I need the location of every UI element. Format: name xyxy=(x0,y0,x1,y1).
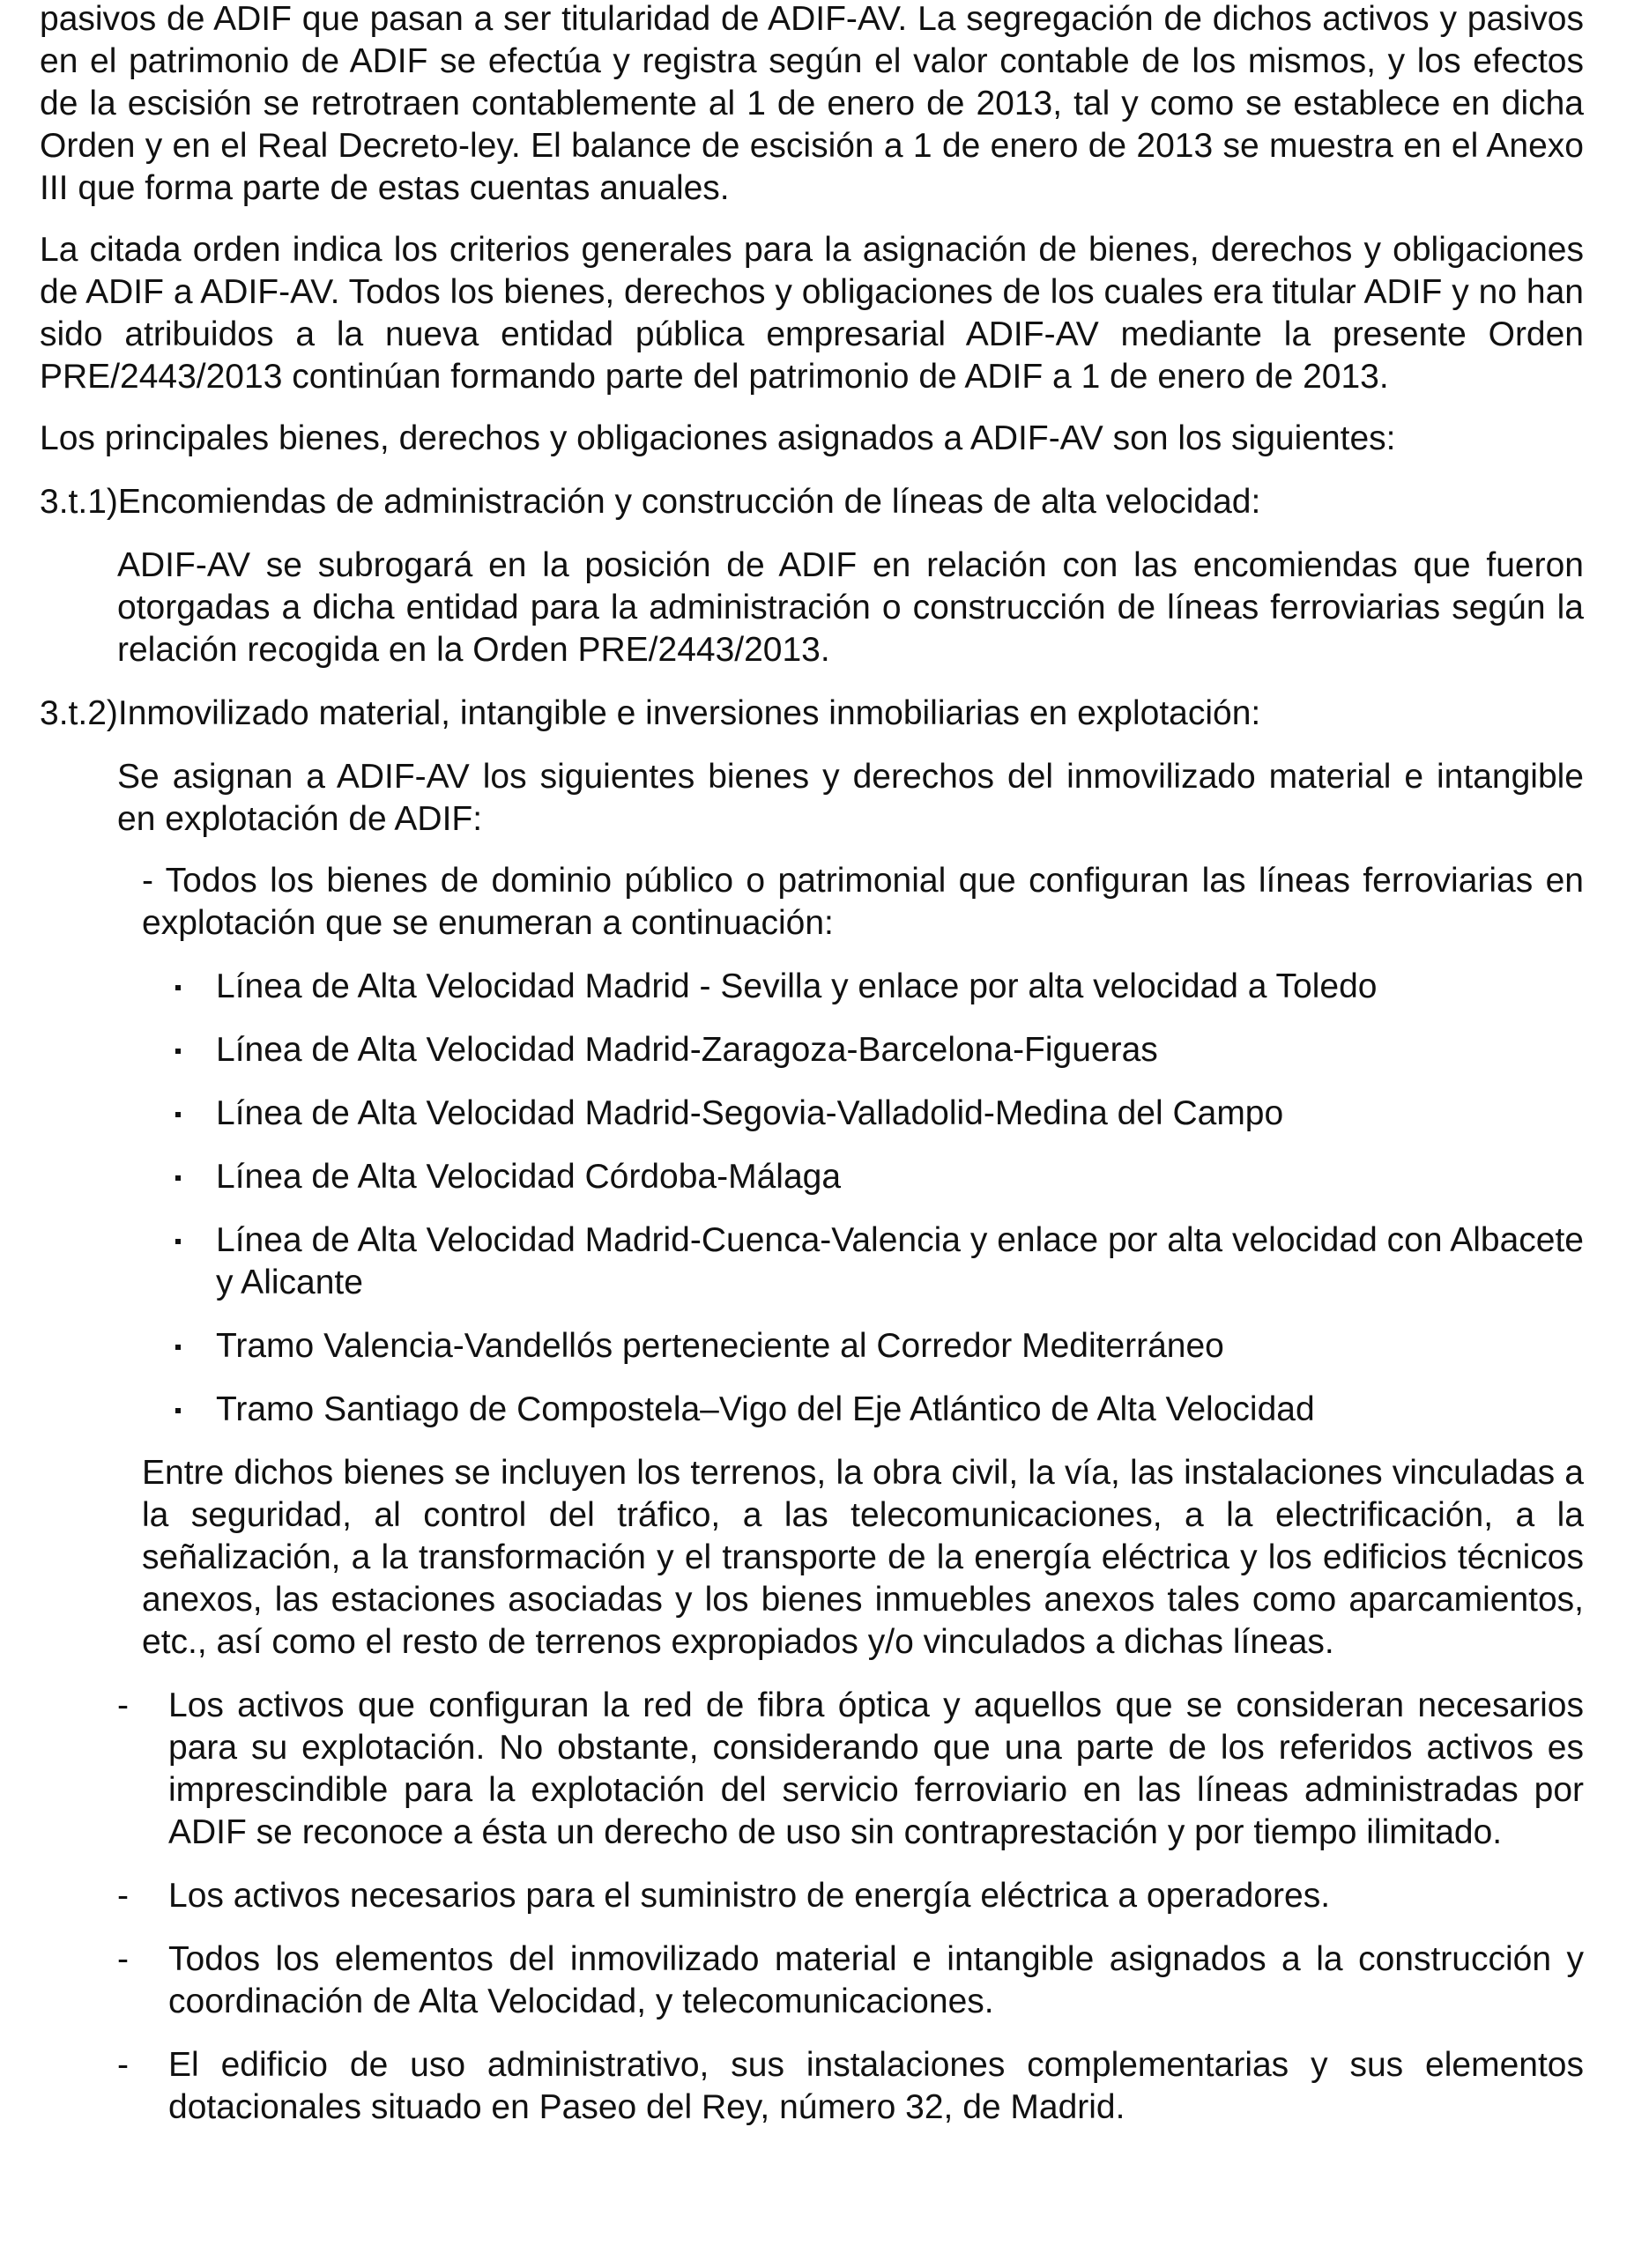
section-title: Encomiendas de administración y construcción de líneas de alta velocidad: xyxy=(117,483,1261,521)
lineas-list xyxy=(172,966,1584,1431)
paragraph-bienes-dominio: - Todos los bienes de dominio público o patrimonial que configuran las líneas ferroviarias en explotación que se enumeran a continuación: xyxy=(142,862,1584,942)
section-heading-inmovilizado xyxy=(40,693,1584,735)
dash-marker: - xyxy=(117,1877,129,1915)
dash-marker: - xyxy=(117,1686,129,1724)
list-item: - Los activos que configuran la red de fibra óptica y aquellos que se consideran necesarios para su explotación. No obstante, considerando que una parte de los referidos activos es imprescindible para la explotación del servicio ferroviario en las líneas administradas por ADIF se reconoce a ésta un derecho de uso sin contraprestación y por tiempo ilimitado. xyxy=(117,1686,1584,1851)
list-item: - Los activos necesarios para el suministro de energía eléctrica a operadores. xyxy=(117,1875,1584,1917)
paragraph-lineas-nota: Entre dichos bienes se incluyen los terrenos, la obra civil, la vía, las instalaciones vinculadas a la seguridad, al control del tráfico, a las telecomunicaciones, a la electrificación, a la señalización, a la transformación y el transporte de la energía eléctrica y los edificios técnicos anexos, las estaciones asociadas y los bienes inmuebles anexos tales como aparcamientos, etc., así como el resto de terrenos expropiados y/o vinculados a dichas líneas. xyxy=(142,1454,1584,1661)
list-item: Línea de Alta Velocidad Madrid-Zaragoza-Barcelona-Figueras xyxy=(216,1031,1158,1069)
document-page xyxy=(40,0,1584,2129)
section-number: 3.t.2) xyxy=(40,694,118,732)
section-title: Inmovilizado material, intangible e inversiones inmobiliarias en explotación: xyxy=(117,694,1261,732)
list-item: - El edificio de uso administrativo, sus instalaciones complementarias y sus elementos dotacionales situado en Paseo del Rey, número 32, de Madrid. xyxy=(117,2046,1584,2126)
section-heading-encomiendas xyxy=(40,481,1584,523)
list-item: Tramo Valencia-Vandellós perteneciente al Corredor Mediterráneo xyxy=(216,1327,1224,1365)
paragraph-escision: pasivos de ADIF que pasan a ser titularidad de ADIF-AV. La segregación de dichos activos y pasivos en el patrimonio de ADIF se efectúa y registra según el valor contable de los mismos, y los efectos de la escisión se retrotraen contablemente al 1 de enero de 2013, tal y como se establece en dicha Orden y en el Real Decreto-ley. El balance de escisión a 1 de enero de 2013 se muestra en el Anexo III que forma parte de estas cuentas anuales. xyxy=(40,0,1584,207)
list-item: Línea de Alta Velocidad Córdoba-Málaga xyxy=(216,1158,842,1196)
dash-marker: - xyxy=(117,1940,129,1978)
dash-marker: - xyxy=(117,2046,129,2084)
list-item: Línea de Alta Velocidad Madrid - Sevilla y enlace por alta velocidad a Toledo xyxy=(216,967,1378,1005)
paragraph-principales: Los principales bienes, derechos y obligaciones asignados a ADIF-AV son los siguientes: xyxy=(40,419,1396,457)
list-item: Línea de Alta Velocidad Madrid-Segovia-Valladolid-Medina del Campo xyxy=(216,1094,1284,1132)
list-item: Línea de Alta Velocidad Madrid-Cuenca-Valencia y enlace por alta velocidad con Albacete y Alicante xyxy=(216,1221,1584,1301)
paragraph-encomiendas: ADIF-AV se subrogará en la posición de ADIF en relación con las encomiendas que fueron otorgadas a dicha entidad para la administración o construcción de líneas ferroviarias según la relación recogida en la Orden PRE/2443/2013. xyxy=(117,546,1584,669)
paragraph-inmovilizado: Se asignan a ADIF-AV los siguientes bienes y derechos del inmovilizado material e intangible en explotación de ADIF: xyxy=(117,758,1584,838)
activos-list xyxy=(117,1685,1584,2129)
list-item: Tramo Santiago de Compostela–Vigo del Eje Atlántico de Alta Velocidad xyxy=(216,1390,1315,1428)
list-item: - Todos los elementos del inmovilizado material e intangible asignados a la construcción y coordinación de Alta Velocidad, y telecomunicaciones. xyxy=(117,1940,1584,2020)
section-number: 3.t.1) xyxy=(40,483,118,521)
paragraph-criterios: La citada orden indica los criterios generales para la asignación de bienes, derechos y obligaciones de ADIF a ADIF-AV. Todos los bienes, derechos y obligaciones de los cuales era titular ADIF y no han sido atribuidos a la nueva entidad pública empresarial ADIF-AV mediante la presente Orden PRE/2443/2013 continúan formando parte del patrimonio de ADIF a 1 de enero de 2013. xyxy=(40,231,1584,396)
